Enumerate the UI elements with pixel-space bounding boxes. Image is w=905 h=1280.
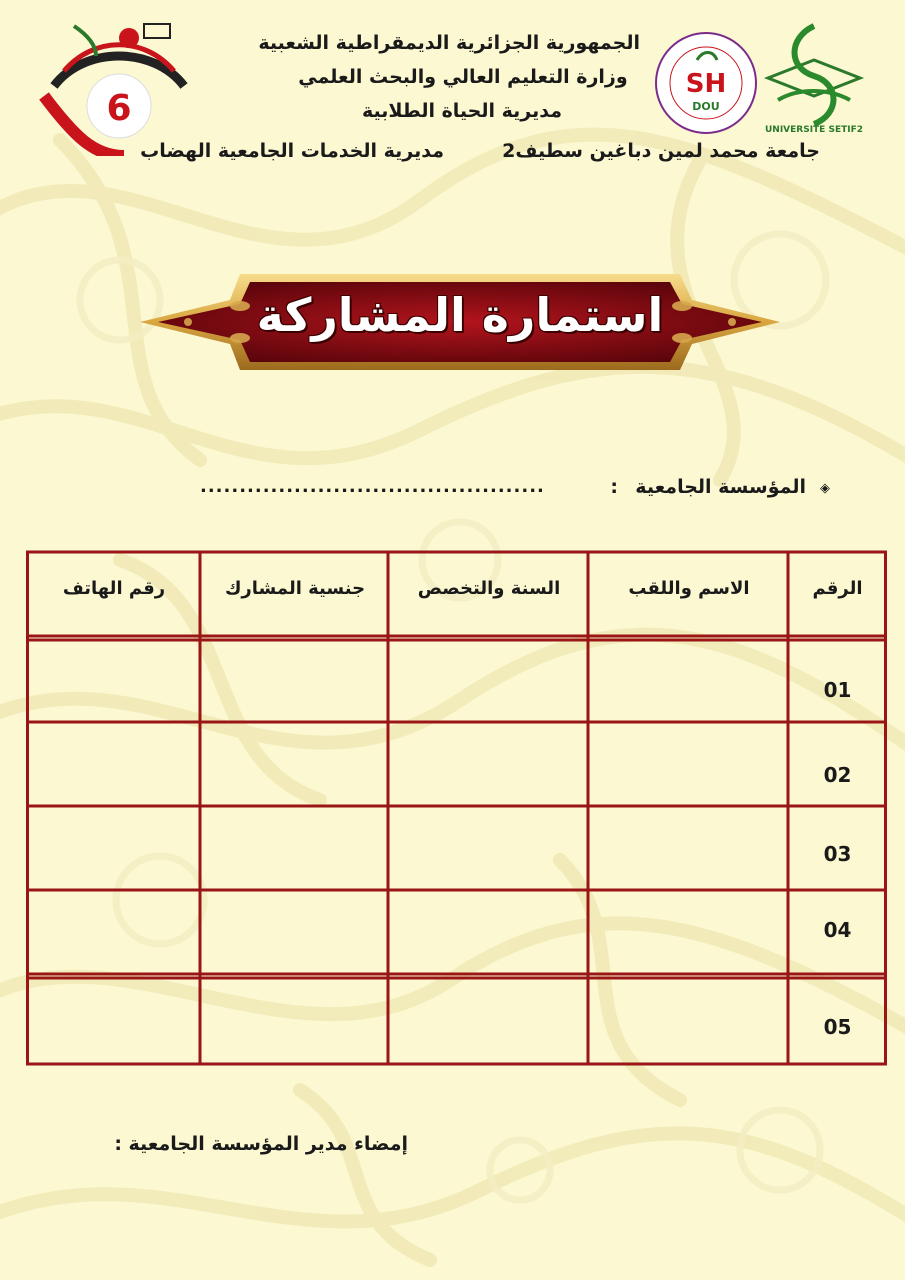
logo-sub: DOU xyxy=(692,100,720,113)
logo-letters: SH xyxy=(685,69,727,99)
event-logo xyxy=(34,16,204,156)
header-name: الاسم واللقب xyxy=(628,578,750,599)
header-phone: رقم الهاتف xyxy=(62,578,166,599)
row-number-4: 04 xyxy=(823,918,852,942)
institution-blank[interactable]: ............................................ xyxy=(200,476,545,497)
header-nationality: جنسية المشارك xyxy=(224,578,366,599)
form-title: استمارة المشاركة xyxy=(256,288,664,342)
services-name: مديرية الخدمات الجامعية الهضاب xyxy=(140,140,444,162)
director-signature-label: إمضاء مدير المؤسسة الجامعية : xyxy=(114,1133,408,1155)
diamond-bullet-icon: ◈ xyxy=(820,481,830,496)
republic-title: الجمهورية الجزائرية الديمقراطية الشعبية xyxy=(258,32,640,54)
institution-field xyxy=(200,474,830,504)
row-number-5: 05 xyxy=(823,1015,852,1039)
participants-table xyxy=(26,550,888,1068)
university-caption: UNIVERSITE SETIF2 xyxy=(764,125,864,135)
ministry-title: وزارة التعليم العالي والبحث العلمي xyxy=(298,66,628,88)
row-number-3: 03 xyxy=(823,842,852,866)
logo-number-six: 6 xyxy=(106,88,132,129)
university-name: جامعة محمد لمين دباغين سطيف2 xyxy=(502,140,820,162)
row-number-2: 02 xyxy=(823,763,852,787)
row-number-1: 01 xyxy=(823,678,852,702)
institution-colon: : xyxy=(610,476,618,498)
dou-logo xyxy=(653,30,759,136)
header-year-specialty: السنة والتخصص xyxy=(417,578,561,599)
directorate-title: مديرية الحياة الطلابية xyxy=(361,100,562,122)
university-logo xyxy=(758,18,870,136)
institution-label: المؤسسة الجامعية xyxy=(635,476,806,498)
header-number: الرقم xyxy=(812,578,863,599)
